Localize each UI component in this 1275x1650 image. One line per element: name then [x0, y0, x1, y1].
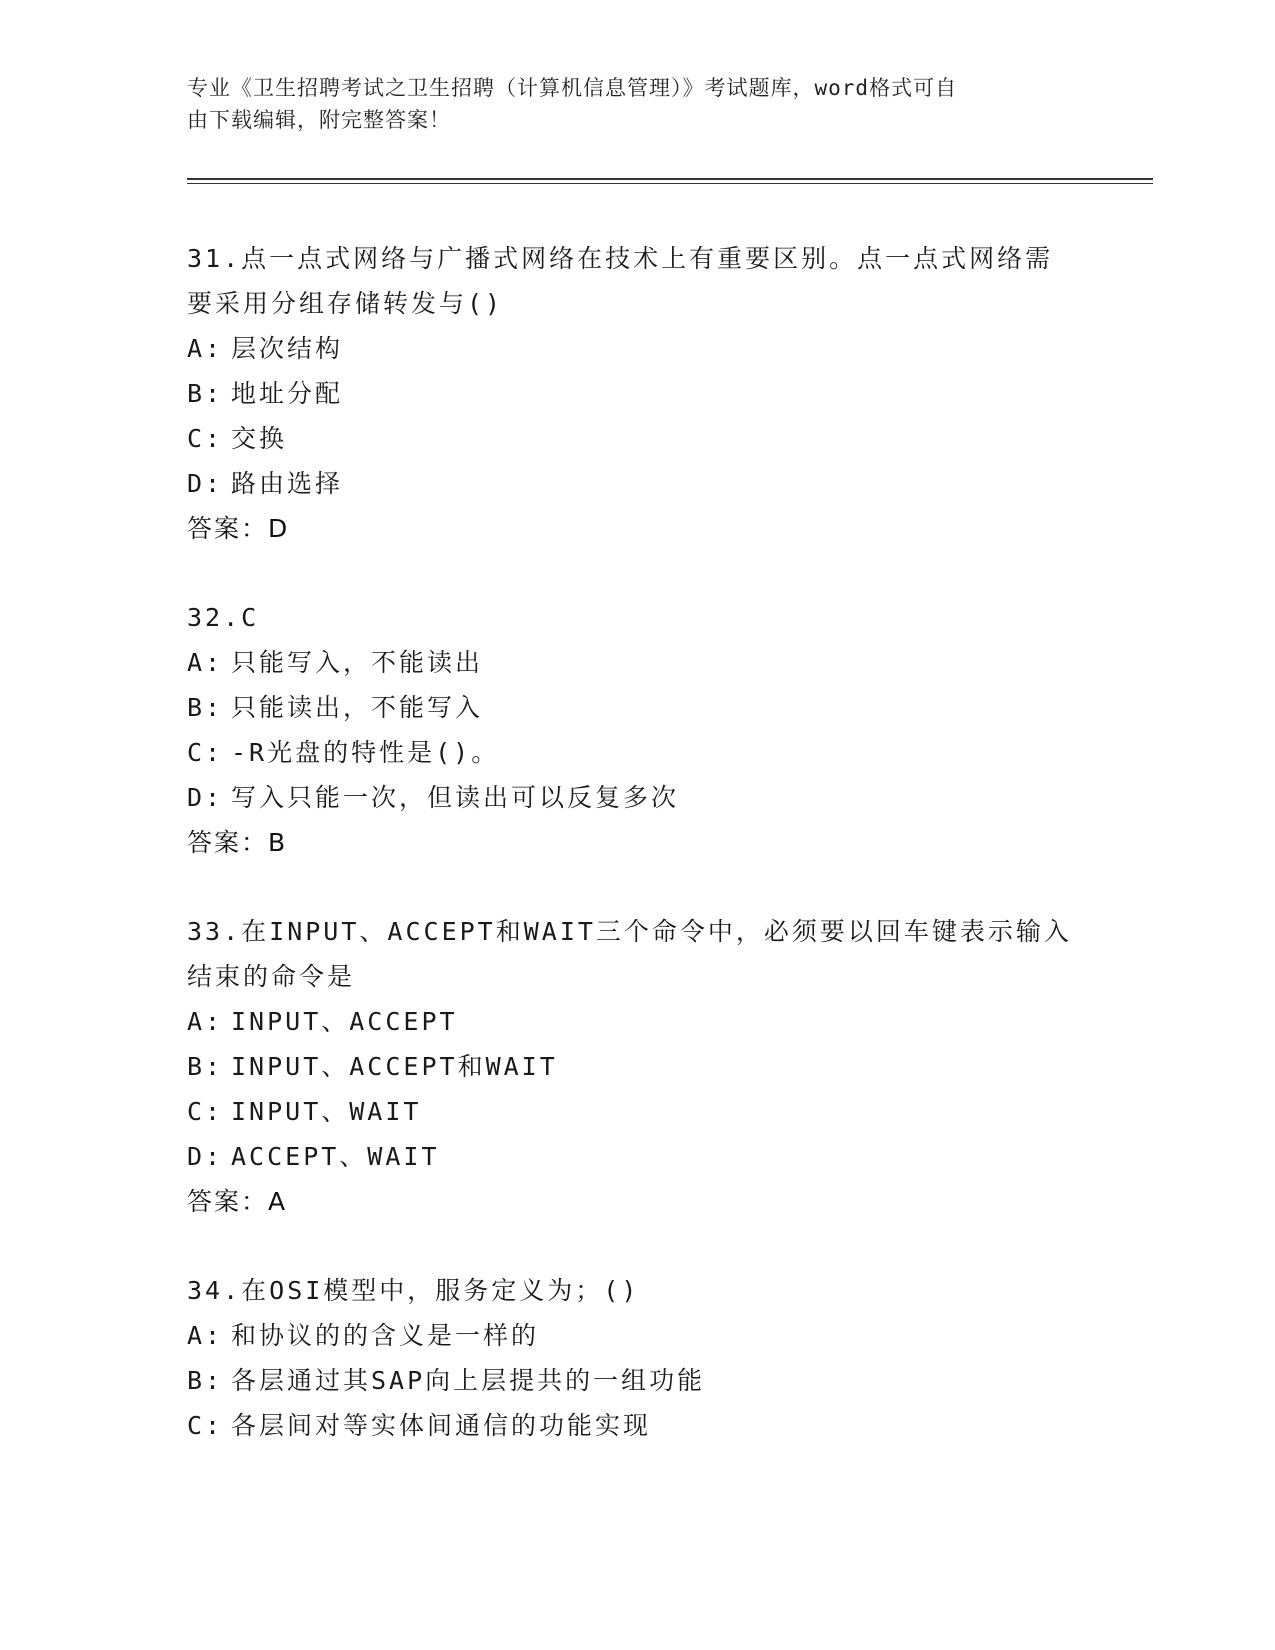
option-a: [187, 326, 1087, 371]
option-a: [187, 999, 1087, 1044]
question-stem: 31.点一点式网络与广播式网络在技术上有重要区别。点一点式网络需: [187, 244, 1054, 273]
option-text: 路由选择: [231, 469, 344, 498]
option-d: [187, 775, 1087, 820]
question-stem: 34.在OSI模型中，服务定义为；(): [187, 1276, 640, 1305]
option-c: [187, 1089, 1087, 1134]
option-text: INPUT、WAIT: [231, 1097, 422, 1126]
option-letter: C:: [187, 1411, 224, 1440]
option-b: [187, 685, 1087, 730]
question-list: [187, 236, 1087, 1492]
option-letter: B:: [187, 1366, 224, 1395]
option-letter: B:: [187, 379, 224, 408]
question-stem-continued: 结束的命令是: [187, 962, 356, 991]
document-header: [187, 72, 1067, 136]
option-c: [187, 416, 1087, 461]
option-letter: C:: [187, 1097, 224, 1126]
option-a: [187, 1313, 1087, 1358]
question-31: [187, 236, 1087, 551]
answer-line: 答案：A: [187, 1187, 288, 1216]
option-text: 交换: [231, 424, 288, 453]
question-stem-continued: 要采用分组存储转发与(): [187, 289, 504, 318]
option-letter: A:: [187, 648, 224, 677]
question-34: [187, 1268, 1087, 1448]
option-text: 和协议的的含义是一样的: [231, 1321, 540, 1350]
option-text: 地址分配: [231, 379, 344, 408]
option-letter: A:: [187, 1321, 224, 1350]
option-letter: A:: [187, 1007, 224, 1036]
header-divider-thick: [187, 178, 1153, 180]
option-letter: D:: [187, 469, 224, 498]
question-stem: 32.C: [187, 603, 260, 632]
header-divider-thin: [187, 183, 1153, 184]
option-a: [187, 640, 1087, 685]
option-letter: A:: [187, 334, 224, 363]
option-letter: D:: [187, 1142, 224, 1171]
option-text: INPUT、ACCEPT: [231, 1007, 458, 1036]
option-b: [187, 1358, 1087, 1403]
header-line-1: 专业《卫生招聘考试之卫生招聘（计算机信息管理）》考试题库，word格式可自: [187, 76, 958, 100]
option-text: INPUT、ACCEPT和WAIT: [231, 1052, 558, 1081]
option-letter: B:: [187, 1052, 224, 1081]
option-text: 各层间对等实体间通信的功能实现: [231, 1411, 652, 1440]
option-c: [187, 730, 1087, 775]
option-letter: C:: [187, 424, 224, 453]
answer-line: 答案：B: [187, 828, 288, 857]
option-d: [187, 1134, 1087, 1179]
option-text: 只能写入，不能读出: [231, 648, 484, 677]
question-32: [187, 595, 1087, 865]
option-d: [187, 461, 1087, 506]
option-text: 只能读出，不能写入: [231, 693, 484, 722]
option-letter: B:: [187, 693, 224, 722]
question-stem: 33.在INPUT、ACCEPT和WAIT三个命令中，必须要以回车键表示输入: [187, 917, 1072, 946]
option-letter: C:: [187, 738, 224, 767]
option-text: 各层通过其SAP向上层提共的一组功能: [231, 1366, 706, 1395]
option-text: 层次结构: [231, 334, 344, 363]
option-b: [187, 371, 1087, 416]
option-text: ACCEPT、WAIT: [231, 1142, 440, 1171]
option-text: -R光盘的特性是()。: [231, 738, 500, 767]
option-c: [187, 1403, 1087, 1448]
answer-line: 答案：D: [187, 514, 290, 543]
option-letter: D:: [187, 783, 224, 812]
question-33: [187, 909, 1087, 1224]
option-text: 写入只能一次，但读出可以反复多次: [231, 783, 680, 812]
option-b: [187, 1044, 1087, 1089]
header-line-2: 由下载编辑，附完整答案！: [187, 108, 451, 132]
